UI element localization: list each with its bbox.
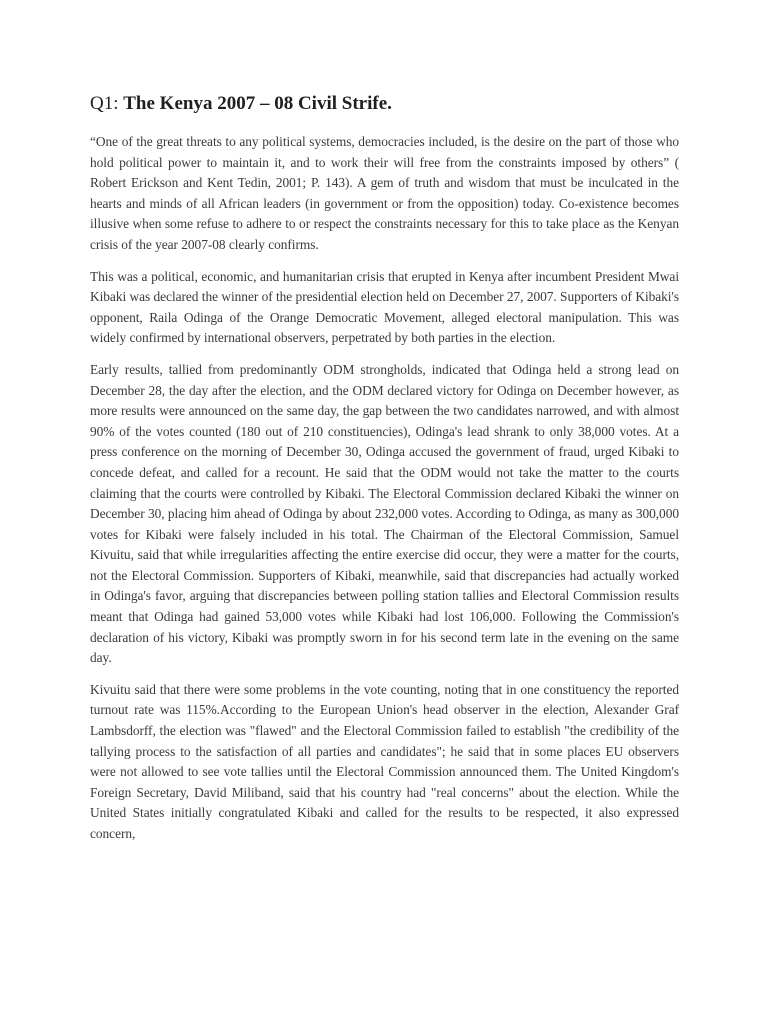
paragraph-crisis-overview: This was a political, economic, and humanitarian crisis that erupted in Kenya after incumbent President Mwai Kibaki was declared the winner of the presidential election held on December 27, 2007. Supporters of Kibaki's opponent, Raila Odinga of the Orange Democratic Movement, alleged electoral manipulation. This was widely confirmed by international observers, perpetrated by both parties in the election. bbox=[90, 268, 679, 346]
document-page bbox=[90, 92, 679, 856]
paragraph-vote-counting: Kivuitu said that there were some problems in the vote counting, noting that in one constituency the reported turnout rate was 115%.According to the European Union's head observer in the election, Alexander Graf Lambsdorff, the election was "flawed" and the Electoral Commission failed to establish "the credibility of the tallying process to the satisfaction of all parties and candidates"; he said that in some places EU observers were not allowed to see vote tallies until the Electoral Commission announced them. The United Kingdom's Foreign Secretary, David Miliband, said that his country had "real concerns" about the election. While the United States initially congratulated Kibaki and called for the results to be respected, it also expressed concern, bbox=[90, 681, 679, 841]
paragraph-intro-quote: “One of the great threats to any political systems, democracies included, is the desire on the part of those who hold political power to maintain it, and to work their will free from the constraints imposed by others” ( Robert Erickson and Kent Tedin, 2001; P. 143). A gem of truth and wisdom that must be inculcated in the hearts and minds of all African leaders (in government or from the opposition) today. Co-existence becomes illusive when some refuse to adhere to or respect the constraints necessary for this to take place as the Kenyan crisis of the year 2007-08 clearly confirms. bbox=[90, 134, 679, 252]
paragraph-early-results: Early results, tallied from predominantly ODM strongholds, indicated that Odinga held a strong lead on December 28, the day after the election, and the ODM declared victory for Odinga on December however, as more results were announced on the same day, the gap between the two candidates narrowed, and with almost 90% of the votes counted (180 out of 210 constituencies), Odinga's lead shrank to only 38,000 votes. At a press conference on the morning of December 30, Odinga accused the government of fraud, urged Kibaki to concede defeat, and called for a recount. He said that the ODM would not take the matter to the courts claiming that the courts were controlled by Kibaki. The Electoral Commission declared Kibaki the winner on December 30, placing him ahead of Odinga by about 232,000 votes. According to Odinga, as many as 300,000 votes for Kibaki were falsely included in his total. The Chairman of the Electoral Commission, Samuel Kivuitu, said that while irregularities affecting the entire exercise did occur, they were a matter for the courts, not the Electoral Commission. Supporters of Kibaki, meanwhile, said that discrepancies had actually worked in Odinga's favor, arguing that discrepancies between polling station tallies and Electoral Commission results meant that Odinga had gained 53,000 votes while Kibaki had lost 106,000. Following the Commission's declaration of his victory, Kibaki was promptly sworn in for his second term late in the evening on the same day. bbox=[90, 361, 679, 666]
page-title bbox=[90, 92, 679, 116]
title-text: The Kenya 2007 – 08 Civil Strife. bbox=[123, 93, 392, 114]
question-number: Q1: bbox=[90, 93, 124, 114]
